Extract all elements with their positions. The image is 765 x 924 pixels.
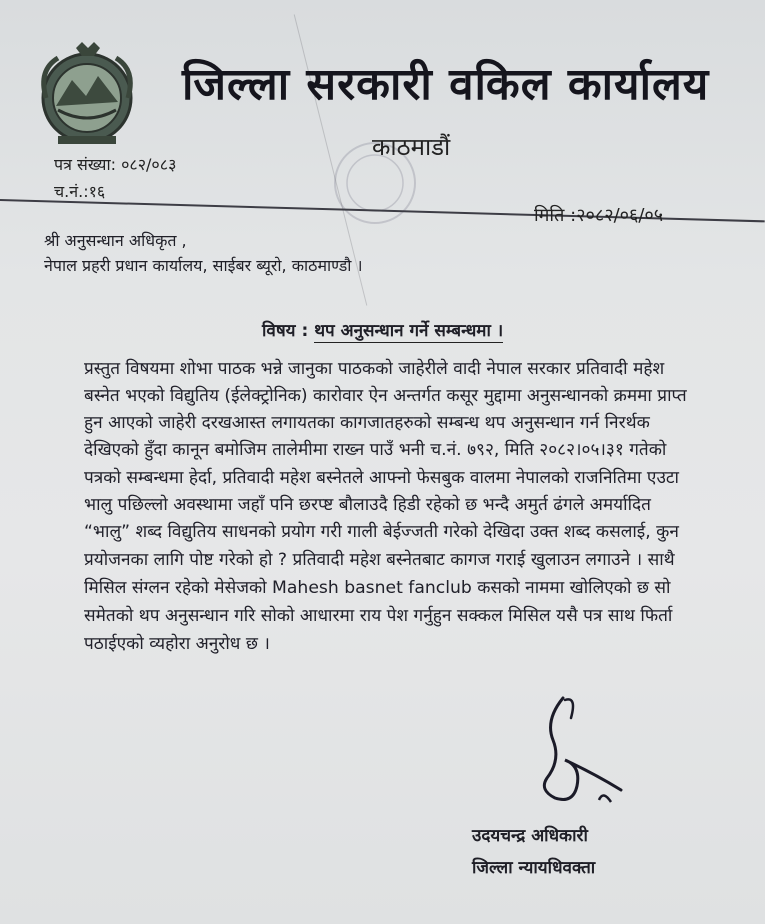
subject-label: विषय : [262, 321, 309, 341]
body-line: प्रयोजनका लागि पोष्ट गरेको हो ? प्रतिवादी महेश बस्नेतबाट कागज गराई खुलाउन लगाउने । साथै [84, 550, 675, 570]
signatory-designation: जिल्ला न्यायधिवक्ता [472, 858, 596, 878]
dispatch-number: च.नं.:१६ [54, 182, 106, 201]
body-line: भालु पछिल्लो अवस्थामा जहाँ पनि छरप्ष्ट बौलाउदै हिडी रहेको छ भन्दै अमुर्त ढंगले अमर्यादित [84, 495, 651, 515]
body-line: समेतको थप अनुसन्धान गरि सोको आधारमा राय पेश गर्नुहुन सक्कल मिसिल यसै पत्र साथ फिर्ता [84, 606, 673, 626]
letter-number: पत्र संख्या: ०८२/०८३ [54, 155, 177, 174]
body-line: हुन आएको जाहेरी दरखआस्त लगायतका कागजातहरुको सम्बन्ध थप अनुसन्धान गर्न निरर्थक [84, 413, 650, 433]
body-line: बस्नेत भएको विद्युतिय (ईलेक्ट्रोनिक) कारोवार ऐन अन्तर्गत कसूर मुद्दामा अनुसन्धानको क्रममा प्राप्त [84, 386, 687, 406]
body-line: प्रस्तुत विषयमा शोभा पाठक भन्ने जानुका पाठकको जाहेरीले वादी नेपाल सरकार प्रतिवादी महेश [84, 359, 665, 379]
body-line: “भालु” शब्द विद्युतिय साधनको प्रयोग गरी गाली बेईज्जती गरेको देखिदा उक्त शब्द कसलाई, कुन [84, 522, 679, 542]
government-emblem-icon [28, 40, 146, 150]
signatory-name: उदयचन्द्र अधिकारी [472, 826, 588, 846]
handwritten-signature [525, 690, 645, 820]
addressee-office: नेपाल प्रहरी प्रधान कार्यालय, साईबर ब्यूरो, काठमाण्डौ । [44, 256, 363, 275]
body-line: देखिएको हुँदा कानून बमोजिम तालेमीमा राख्न पाउँ भनी च.नं. ७९२, मिति २०८२।०५।३१ गतेको [84, 440, 667, 460]
office-title: जिल्ला सरकारी वकिल कार्यालय [182, 59, 710, 110]
letter-date: मिति :२०८२/०६/०५ [534, 205, 664, 226]
subject-text: थप अनुसन्धान गर्ने सम्बन्धमा । [314, 321, 504, 341]
body-line: पत्रको सम्बन्धमा हेर्दा, प्रतिवादी महेश बस्नेतले आफ्नो फेसबुक वालमा नेपालको राजनितिमा एउटा [84, 468, 679, 488]
addressee-title: श्री अनुसन्धान अधिकृत , [44, 231, 187, 250]
body-line: मिसिल संग्लन रहेको मेसेजको Mahesh basnet fanclub कसको नाममा खोलिएको छ सो [84, 578, 671, 598]
body-line: पठाईएको व्यहोरा अनुरोध छ । [84, 634, 270, 654]
subject-line [262, 318, 503, 341]
office-location: काठमाडौं [372, 133, 451, 161]
